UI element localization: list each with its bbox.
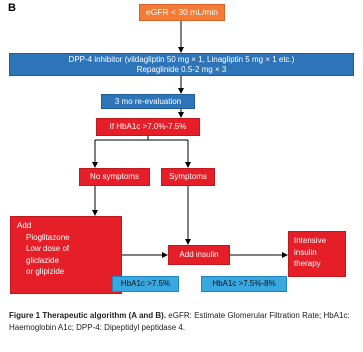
add-item: Low dose of (26, 244, 70, 254)
egfr-label: eGFR < 30 mL/min (145, 7, 219, 18)
caption-text: eGFR: Estimate Glomerular Filtration Rate; HbA1c: Haemoglobin A1c; DPP-4: Dipeptidyl peptidase 4. (9, 311, 350, 332)
figure-caption (9, 310, 355, 333)
no-symptoms-label: No symptoms (90, 172, 139, 182)
reevaluation-label: 3 mo re-evaluation (114, 96, 182, 106)
hba1c-7-5-8-label: HbA1c >7.5%-8% (212, 279, 276, 289)
dpp4-line-2: Repaglinide 0.5-2 mg × 3 (136, 64, 227, 74)
hba1c-condition-box (96, 118, 200, 136)
add-insulin-box (168, 245, 230, 265)
add-insulin-label: Add insulin (179, 250, 219, 260)
reevaluation-box (101, 94, 195, 109)
hba1c-7-5-8-box (201, 276, 287, 292)
add-therapy-box (10, 216, 122, 294)
add-item: gliclazide (26, 255, 59, 265)
symptoms-box (161, 168, 215, 186)
panel-label: B (8, 2, 16, 14)
hba1c-7-5-box (112, 276, 179, 292)
add-items-list (17, 232, 121, 278)
hba1c-7-5-label: HbA1c >7.5% (120, 279, 171, 289)
intensive-line: therapy (294, 259, 321, 269)
add-item: or glipizide (26, 267, 65, 277)
intensive-line: Intensive (294, 236, 327, 245)
egfr-box (139, 4, 225, 21)
caption-label: Figure 1 Therapeutic algorithm (A and B). (9, 311, 167, 320)
intensive-line: insulin (294, 247, 317, 257)
no-symptoms-box (79, 168, 150, 186)
symptoms-label: Symptoms (169, 172, 207, 182)
dpp4-line-1: DPP-4 inhibitor (vildagliptin 50 mg × 1, Linagliptin 5 mg × 1 etc.) (68, 54, 295, 64)
dpp4-box (9, 53, 354, 76)
hba1c-condition-label: If HbA1c >7.0%-7.5% (109, 122, 187, 132)
add-title: Add (17, 221, 32, 230)
intensive-insulin-box (288, 231, 346, 277)
add-item: Pioglitazone (26, 232, 70, 242)
